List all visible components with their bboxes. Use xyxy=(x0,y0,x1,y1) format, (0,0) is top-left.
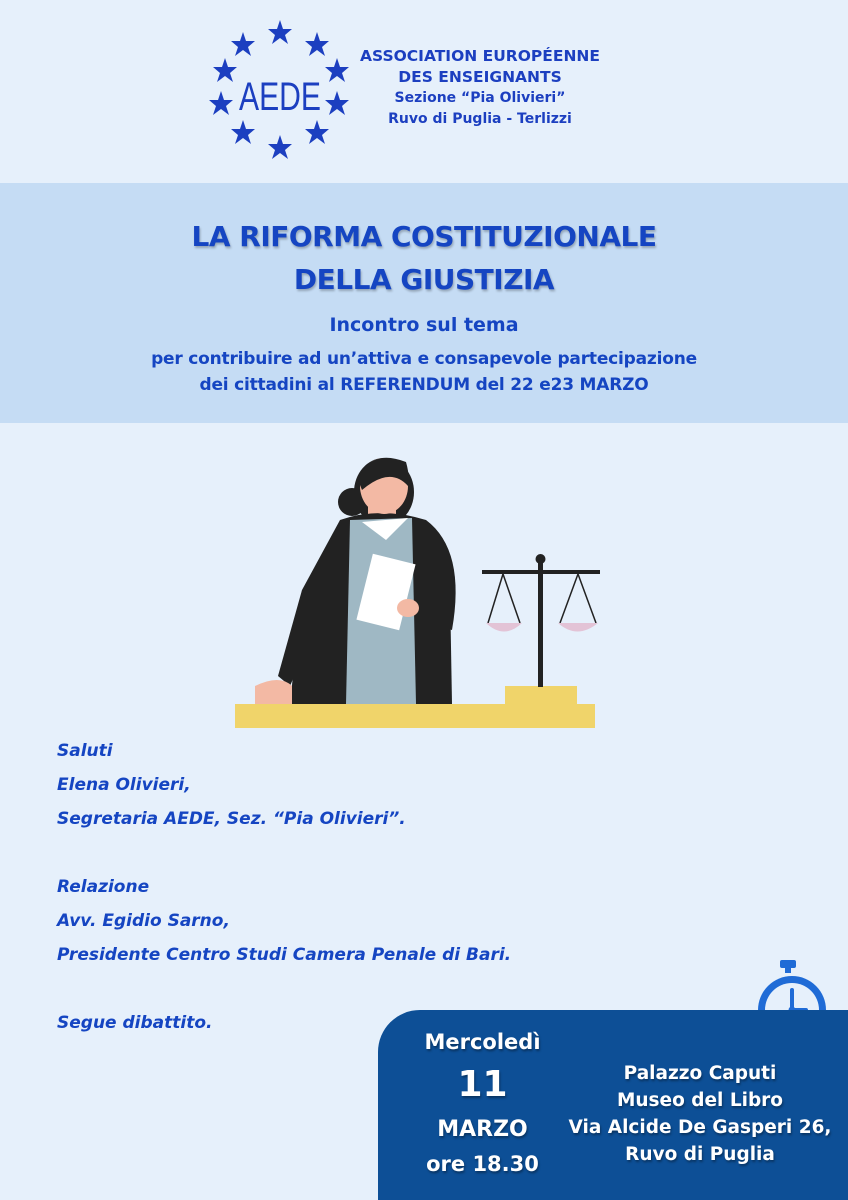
talk-speaker-role: Presidente Centro Studi Camera Penale di Bari. xyxy=(57,945,512,965)
talk-heading: Relazione xyxy=(57,877,150,897)
venue-address: Via Alcide De Gasperi 26, xyxy=(568,1117,832,1138)
aede-logo xyxy=(205,18,355,163)
event-description-line-2: dei cittadini al REFERENDUM del 22 e23 MARZO xyxy=(199,375,649,395)
org-location: Ruvo di Puglia - Terlizzi xyxy=(388,111,572,127)
org-line-2: DES ENSEIGNANTS xyxy=(398,68,562,86)
venue-city: Ruvo di Puglia xyxy=(625,1144,775,1165)
talk-speaker-name: Avv. Egidio Sarno, xyxy=(57,911,230,931)
closing-note: Segue dibattito. xyxy=(57,1013,213,1033)
event-description-line-1: per contribuire ad un’attiva e consapevole partecipazione xyxy=(151,349,697,369)
event-subtitle: Incontro sul tema xyxy=(329,314,519,336)
greetings-name: Elena Olivieri, xyxy=(57,775,191,795)
event-month: MARZO xyxy=(437,1117,528,1142)
event-title-line-2: DELLA GIUSTIZIA xyxy=(293,263,555,296)
venue-line-2: Museo del Libro xyxy=(616,1090,784,1111)
organization-name xyxy=(350,46,610,130)
org-section: Sezione “Pia Olivieri” xyxy=(394,90,566,106)
judge-figure xyxy=(255,458,456,704)
greetings-heading: Saluti xyxy=(57,741,113,761)
logo-text: AEDE xyxy=(239,75,321,119)
event-title-line-1: LA RIFORMA COSTITUZIONALE xyxy=(191,220,657,253)
org-line-1: ASSOCIATION EUROPÉENNE xyxy=(360,47,600,65)
venue-line-1: Palazzo Caputi xyxy=(623,1063,777,1084)
greetings-role: Segretaria AEDE, Sez. “Pia Olivieri”. xyxy=(57,809,406,829)
event-day: 11 xyxy=(457,1064,508,1105)
scales-of-justice-icon xyxy=(482,554,600,704)
event-weekday: Mercoledì xyxy=(424,1030,541,1054)
desk xyxy=(235,704,595,728)
judge-illustration xyxy=(230,440,610,740)
event-time: ore 18.30 xyxy=(426,1152,539,1176)
